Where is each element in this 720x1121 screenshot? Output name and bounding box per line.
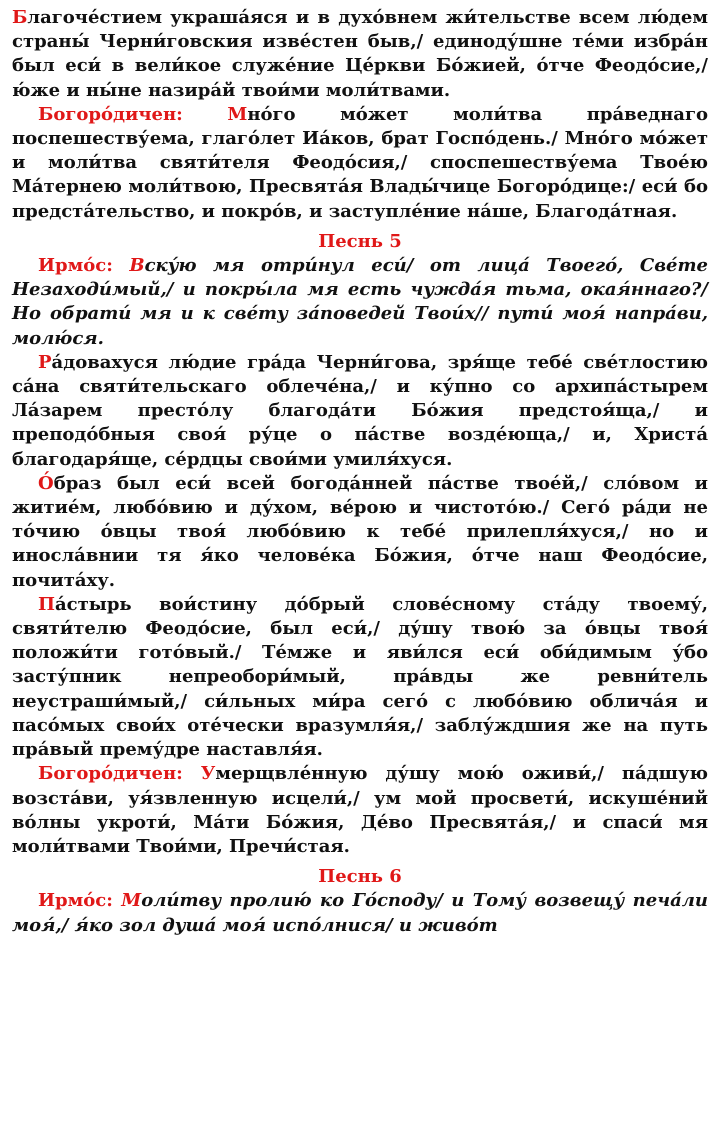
ode-heading: Песнь 5: [318, 230, 402, 252]
paragraph-text: но́го мо́жет моли́тва пра́веднаго поспешеству́ема, глаго́лет Иа́ков, брат Госпо́день./ Мно́го мо́жет и моли́тва святи́теля Феодо́сия,/ споспешеству́ема Твое́ю Ма́тернею моли́твою, Пресвята́я Влады́чице Богоро́дице:/ еси́ бо предста́тельство, и покро́в, и заступле́ние на́ше, Благода́тная.: [12, 103, 708, 222]
initial-letter: В: [129, 255, 145, 277]
paragraph-text: а́стырь вои́стину до́брый слове́сному ста́ду твоему́, святи́телю Феодо́сие, был еси́,/ ду́шу твою́ за о́вцы твоя́ положи́ти гото́вый./ Те́мже и яви́лся еси́ оби́димым у́бо засту́пник непреобори́мый, пра́вды же ревни́тель неустраши́мый,/ си́льных ми́ра сего́ с любо́вию облича́я и пасо́мых свои́х оте́чески вразумля́я,/ заблу́ждшия же на путь пра́вый прему́дре наставля́я.: [12, 593, 708, 761]
initial-letter: О́: [38, 472, 54, 494]
rubric-label: Ирмо́с:: [38, 255, 113, 277]
rubric-label: Богоро́дичен:: [38, 103, 183, 125]
initial-letter: Б: [12, 7, 28, 28]
text-paragraph: [12, 103, 708, 224]
ode-heading: Песнь 6: [318, 866, 402, 888]
initial-letter: Р: [38, 351, 52, 373]
text-paragraph: [12, 593, 708, 762]
initial-letter: П: [38, 593, 55, 615]
paragraph-text: а́довахуся лю́дие гра́да Черни́гова, зря́ще тебе́ све́тлостию са́на святи́тельскаго облече́на,/ и ку́пно со архипа́стырем Ла́зарем престо́лу благода́ти Бо́жия предстоя́ща,/ и преподо́бныя своя́ ру́це о па́стве возде́юща,/ и, Христа́ благодаря́ще, се́рдцы свои́ми умиля́хуся.: [12, 351, 708, 470]
text-paragraph: [12, 472, 708, 593]
text-paragraph: [12, 351, 708, 472]
paragraph-text: ску́ю мя отри́нул еси́/ от лица́ Твоего́, Све́те Незаходи́мый,/ и покры́ла мя есть чужда́я тьма, окая́ннаго?/ Но обрати́ мя и к све́ту за́поведей Твои́х// пути́ моя́ напра́ви, молю́ся.: [12, 255, 708, 349]
text-paragraph: [12, 889, 708, 937]
rubric-label: Богоро́дичен:: [38, 763, 183, 785]
initial-letter: М: [121, 890, 142, 912]
paragraph-text: мерщвле́нную ду́шу мою́ оживи́,/ па́дшую возста́ви, уя́звленную исцели́,/ ум мой просвети́, искуше́ний во́лны укроти́, Ма́ти Бо́жия, Де́во Пресвята́я,/ и спаси́ мя моли́твами Твои́ми, Пречи́стая.: [12, 763, 708, 857]
rubric-label: Ирмо́с:: [38, 890, 113, 912]
text-paragraph: [12, 762, 708, 859]
paragraph-text: оли́тву пролию́ ко Го́споду/ и Тому́ возвещу́ печа́ли моя́,/ я́ко зол душа́ моя́ испо́лнися/ и живо́т: [12, 890, 708, 936]
initial-letter: У: [200, 763, 216, 785]
paragraph-text: браз был еси́ всей богода́нней па́стве твое́й,/ сло́вом и житие́м, любо́вию и ду́хом, ве́рою и чистото́ю./ Сего́ ра́ди не то́чию о́вцы твоя́ любо́вию к тебе́ прилепля́хуся,/ но и иносла́внии тя я́ко челове́ка Бо́жия, о́тче наш Феодо́сие, почита́ху.: [12, 472, 708, 591]
text-paragraph: [12, 254, 708, 351]
initial-letter: М: [227, 103, 248, 125]
text-paragraph: [12, 6, 708, 103]
paragraph-text: лагоче́стием украша́яся и в духо́внем жи́тельстве всем лю́дем страны́ Черни́говския изве́стен быв,/ единоду́шне те́ми избра́н был еси́ в вели́кое служе́ние Це́ркви Бо́жией, о́тче Феодо́сие,/ ю́же и ны́не назира́й твои́ми моли́твами.: [12, 7, 708, 101]
